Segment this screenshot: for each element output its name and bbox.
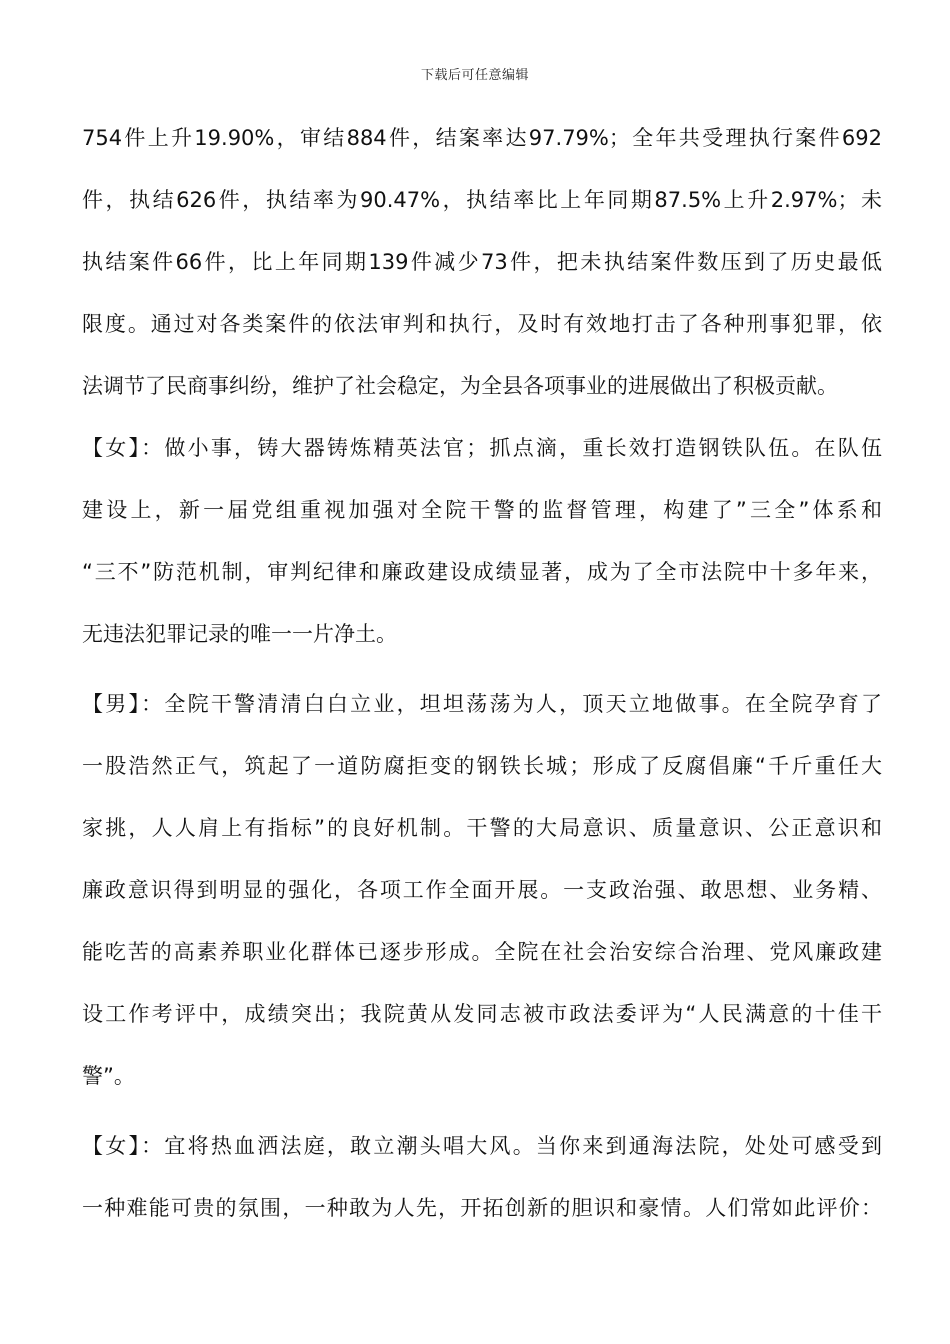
paragraph (82, 116, 882, 426)
text-line: 【女】：宜将热血洒法庭，敢立潮头唱大风。当你来到通海法院，处处可感受到 (82, 1134, 882, 1158)
text-line: 【女】：做小事，铸大器铸炼精英法官；抓点滴，重长效打造钢铁队伍。在队伍 (82, 436, 882, 460)
text-line: 执结案件66件，比上年同期139件减少73件，把未执结案件数压到了历史最低 (82, 250, 882, 274)
text-line: 法调节了民商事纠纷，维护了社会稳定，为全县各项事业的进展做出了积极贡献。 (82, 374, 838, 398)
text-line: 754件上升19.90%，审结884件，结案率达97.79%；全年共受理执行案件692 (82, 126, 882, 150)
text-line: 廉政意识得到明显的强化，各项工作全面开展。一支政治强、敢思想、业务精、 (82, 878, 882, 902)
text-line: 能吃苦的高素养职业化群体已逐步形成。全院在社会治安综合治理、党风廉政建 (82, 940, 882, 964)
text-line: 建设上，新一届党组重视加强对全院干警的监督管理，构建了”三全”体系和 (82, 498, 882, 522)
paragraph (82, 1124, 882, 1248)
text-line: 设工作考评中，成绩突出；我院黄从发同志被市政法委评为“人民满意的十佳干 (82, 1002, 882, 1026)
text-line: 警”。 (82, 1064, 135, 1088)
text-line: 一股浩然正气，筑起了一道防腐拒变的钢铁长城；形成了反腐倡廉“千斤重任大 (82, 754, 882, 778)
page-header: 下载后可任意编辑 (420, 68, 529, 83)
text-line: 无违法犯罪记录的唯一一片净土。 (82, 622, 397, 646)
text-line: 一种难能可贵的氛围，一种敢为人先，开拓创新的胆识和豪情。人们常如此评价： (82, 1196, 882, 1220)
document-body (82, 116, 882, 1248)
text-line: 【男】：全院干警清清白白立业，坦坦荡荡为人，顶天立地做事。在全院孕育了 (82, 692, 882, 716)
text-line: “三不”防范机制，审判纪律和廉政建设成绩显著，成为了全市法院中十多年来， (82, 560, 882, 584)
paragraph (82, 682, 882, 1116)
text-line: 家挑，人人肩上有指标”的良好机制。干警的大局意识、质量意识、公正意识和 (82, 816, 882, 840)
text-line: 限度。通过对各类案件的依法审判和执行，及时有效地打击了各种刑事犯罪，依 (82, 312, 882, 336)
text-line: 件，执结626件，执结率为90.47%，执结率比上年同期87.5%上升2.97%；未 (82, 188, 882, 212)
paragraph (82, 426, 882, 674)
